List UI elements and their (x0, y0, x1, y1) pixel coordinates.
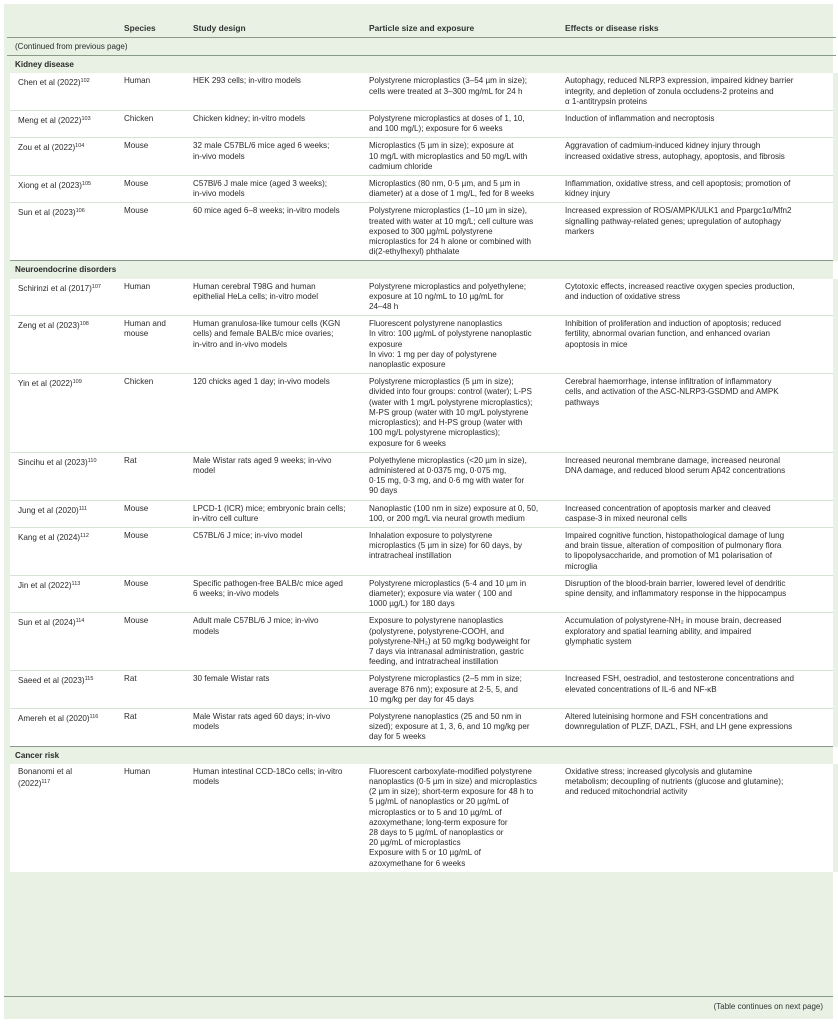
cell-exposure: Microplastics (80 nm, 0·5 µm, and 5 µm in diameter) at a dose of 1 mg/L, fed for 8 weeks (365, 176, 561, 203)
cell-effects: Increased neuronal membrane damage, increased neuronal DNA damage, and reduced blood serum Aβ42 concentrations (561, 452, 836, 500)
cell-study (7, 374, 120, 452)
cell-exposure: Polystyrene microplastics at doses of 1, 10, and 100 mg/L); exposure for 6 weeks (365, 111, 561, 138)
bottom-rule (4, 996, 833, 997)
study-name: Sun et al (2023) (18, 208, 76, 218)
study-name: Jung et al (2020) (18, 505, 79, 515)
study-name: Meng et al (2022) (18, 116, 82, 126)
reference-number: 103 (81, 116, 91, 123)
cell-study-design: 120 chicks aged 1 day; in-vivo models (189, 374, 365, 452)
study-name: Jin et al (2022) (18, 580, 72, 590)
cell-study-design: Chicken kidney; in-vitro models (189, 111, 365, 138)
header-species: Species (124, 22, 156, 33)
cell-species: Mouse (120, 203, 189, 261)
cell-study (7, 575, 120, 613)
cell-exposure: Polystyrene microplastics and polyethylene; exposure at 10 ng/mL to 10 µg/mL for 24–48 h (365, 279, 561, 316)
table-page (4, 4, 833, 1019)
section-title: Neuroendocrine disorders (7, 261, 836, 279)
continued-note: (Continued from previous page) (15, 42, 128, 51)
reference-number: 117 (41, 778, 51, 785)
cell-effects: Cytotoxic effects, increased reactive oxygen species production, and induction of oxidative stress (561, 279, 836, 316)
cell-study (7, 176, 120, 203)
cell-study (7, 279, 120, 316)
cell-study (7, 671, 120, 709)
cell-effects: Cerebral haemorrhage, intense infiltration of inflammatory cells, and activation of the ASC-NLRP3-GSDMD and AMPK pathways (561, 374, 836, 452)
cell-species: Human and mouse (120, 316, 189, 374)
reference-number: 114 (75, 618, 85, 625)
cell-species: Mouse (120, 500, 189, 527)
cell-effects: Increased FSH, oestradiol, and testosterone concentrations and elevated concentrations of IL-6 and NF-κB (561, 671, 836, 709)
cell-study (7, 500, 120, 527)
cell-exposure: Polystyrene nanoplastics (25 and 50 nm in sized); exposure at 1, 3, 6, and 10 mg/kg per day for 5 weeks (365, 708, 561, 746)
cell-study (7, 73, 120, 110)
cell-effects: Accumulation of polystyrene-NH₂ in mouse brain, decreased exploratory and spatial learning ability, and impaired glymphatic system (561, 613, 836, 671)
cell-exposure: Inhalation exposure to polystyrene microplastics (5 µm in size) for 60 days, by intratracheal instillation (365, 527, 561, 575)
section-title: Kidney disease (7, 56, 836, 74)
cell-exposure: Fluorescent carboxylate-modified polystyrene nanoplastics (0·5 µm in size) and microplastics (2 µm in size); short-term exposure for 48 h to 5 µg/mL of nanoplastics or 20 µg/mL of microplastics or to 5 and 10 µg/mL of azoxymethane; long-term exposure for 28 days to 5 µg/mL of nanoplastics or 20 µg/mL of microplastics Exposure with 5 or 10 µg/mL of azoxymethane for 6 weeks (365, 764, 561, 872)
cell-study-design: Human granulosa-like tumour cells (KGN cells) and female BALB/c mice ovaries; in-vitro and in-vivo models (189, 316, 365, 374)
section-row (7, 261, 836, 279)
cell-study-design: 32 male C57BL/6 mice aged 6 weeks; in-vivo models (189, 138, 365, 176)
table-row (7, 316, 836, 374)
cell-effects: Increased expression of ROS/AMPK/ULK1 and Ppargc1α/Mfn2 signalling pathway-related genes; upregulation of autophagy markers (561, 203, 836, 261)
header-effects: Effects or disease risks (565, 22, 659, 33)
cell-species: Chicken (120, 111, 189, 138)
cell-species: Rat (120, 708, 189, 746)
cell-exposure: Nanoplastic (100 nm in size) exposure at 0, 50, 100, or 200 mg/L via neural growth medium (365, 500, 561, 527)
cell-effects: Increased concentration of apoptosis marker and cleaved caspase-3 in mixed neuronal cells (561, 500, 836, 527)
cell-study-design: Adult male C57BL/6 J mice; in-vivo models (189, 613, 365, 671)
cell-species: Human (120, 73, 189, 110)
cell-effects: Altered luteinising hormone and FSH concentrations and downregulation of PLZF, DAZL, FSH, and LH gene expressions (561, 708, 836, 746)
table-row (7, 111, 836, 138)
cell-study-design: Human cerebral T98G and human epithelial HeLa cells; in-vitro model (189, 279, 365, 316)
table-row (7, 671, 836, 709)
cell-effects: Induction of inflammation and necroptosis (561, 111, 836, 138)
cell-species: Rat (120, 452, 189, 500)
cell-exposure: Polystyrene microplastics (3–54 µm in size); cells were treated at 3–300 mg/mL for 24 h (365, 73, 561, 110)
cell-study (7, 316, 120, 374)
section-row (7, 56, 836, 74)
cell-study (7, 111, 120, 138)
header-particle-size-exposure: Particle size and exposure (369, 22, 475, 33)
cell-study-design: C57Bl/6 J male mice (aged 3 weeks); in-vivo models (189, 176, 365, 203)
table-row (7, 374, 836, 452)
cell-study (7, 708, 120, 746)
section-row (7, 746, 836, 764)
cell-effects: Oxidative stress; increased glycolysis and glutamine metabolism; decoupling of nutrients (glucose and glutamine); and reduced mitochondrial activity (561, 764, 836, 872)
reference-number: 107 (91, 283, 101, 290)
table-row (7, 708, 836, 746)
study-name: Xiong et al (2023) (18, 181, 82, 191)
cell-species: Rat (120, 671, 189, 709)
cell-effects: Impaired cognitive function, histopathological damage of lung and brain tissue, alteration of composition of pulmonary flora to lipopolysaccharide, and promotion of M1 polarisation of microglia (561, 527, 836, 575)
table-row (7, 764, 836, 872)
reference-number: 112 (80, 532, 89, 539)
table-continues-note: (Table continues on next page) (713, 1002, 823, 1011)
study-name: Yin et al (2022) (18, 379, 73, 389)
cell-effects: Aggravation of cadmium-induced kidney injury through increased oxidative stress, autophagy, apoptosis, and fibrosis (561, 138, 836, 176)
cell-species: Human (120, 764, 189, 872)
cell-study-design: Male Wistar rats aged 60 days; in-vivo models (189, 708, 365, 746)
cell-species: Mouse (120, 613, 189, 671)
reference-number: 109 (72, 379, 82, 386)
cell-study (7, 527, 120, 575)
cell-study (7, 452, 120, 500)
cell-study-design: HEK 293 cells; in-vitro models (189, 73, 365, 110)
table-row (7, 138, 836, 176)
reference-number: 113 (71, 580, 81, 587)
cell-effects: Inhibition of proliferation and induction of apoptosis; reduced fertility, abnormal ovarian function, and enhanced ovarian apoptosis in mice (561, 316, 836, 374)
reference-number: 110 (87, 457, 97, 464)
cell-exposure: Polystyrene microplastics (1–10 µm in size), treated with water at 10 mg/L; cell culture was exposed to 300 µg/mL polystyrene microplastics for 24 h alone or combined with di(2-ethylhexyl) phthalate (365, 203, 561, 261)
cell-species: Chicken (120, 374, 189, 452)
cell-exposure: Microplastics (5 µm in size); exposure at 10 mg/L with microplastics and 50 mg/L with cadmium chloride (365, 138, 561, 176)
cell-exposure: Exposure to polystyrene nanoplastics (polystyrene, polystyrene-COOH, and polystyrene-NH₂) at 50 mg/kg bodyweight for 7 days via intranasal administration, gastric feeding, and intratracheal instillation (365, 613, 561, 671)
cell-study-design: LPCD-1 (ICR) mice; embryonic brain cells; in-vitro cell culture (189, 500, 365, 527)
header-study-design: Study design (193, 22, 246, 33)
reference-number: 116 (89, 713, 99, 720)
cell-exposure: Fluorescent polystyrene nanoplastics In vitro: 100 µg/mL of polystyrene nanoplastic exposure In vivo: 1 mg per day of polystyrene nanoplastic exposure (365, 316, 561, 374)
study-name: Saeed et al (2023) (18, 676, 85, 686)
cell-exposure: Polyethylene microplastics (<20 µm in size), administered at 0·0375 mg, 0·075 mg, 0·15 mg, 0·3 mg, and 0·6 mg with water for 90 days (365, 452, 561, 500)
cell-study-design: C57BL/6 J mice; in-vivo model (189, 527, 365, 575)
cell-species: Human (120, 279, 189, 316)
study-name: Kang et al (2024) (18, 532, 81, 542)
cell-species: Mouse (120, 138, 189, 176)
cell-study (7, 203, 120, 261)
header-study (7, 4, 120, 38)
reference-number: 104 (75, 143, 85, 150)
cell-effects: Autophagy, reduced NLRP3 expression, impaired kidney barrier integrity, and depletion of zonula occludens-2 proteins and α 1-antitrypsin proteins (561, 73, 836, 110)
study-name: Bonanomi et al (2022) (18, 766, 72, 788)
cell-species: Mouse (120, 176, 189, 203)
cell-effects: Inflammation, oxidative stress, and cell apoptosis; promotion of kidney injury (561, 176, 836, 203)
study-name: Sincihu et al (2023) (18, 457, 88, 467)
table-row (7, 527, 836, 575)
cell-study-design: 60 mice aged 6–8 weeks; in-vitro models (189, 203, 365, 261)
continued-note-row (7, 38, 836, 56)
cell-study-design: Specific pathogen-free BALB/c mice aged 6 weeks; in-vivo models (189, 575, 365, 613)
reference-number: 102 (80, 78, 90, 85)
study-name: Zou et al (2022) (18, 143, 76, 153)
study-name: Chen et al (2022) (18, 78, 81, 88)
cell-study-design: Male Wistar rats aged 9 weeks; in-vivo model (189, 452, 365, 500)
study-name: Schirinzi et al (2017) (18, 283, 92, 293)
table-row (7, 613, 836, 671)
table-row (7, 73, 836, 110)
reference-number: 115 (84, 676, 94, 683)
reference-number: 111 (78, 505, 88, 512)
study-name: Sun et al (2024) (18, 618, 76, 628)
study-name: Zeng et al (2023) (18, 321, 80, 331)
cell-species: Mouse (120, 575, 189, 613)
cell-study (7, 764, 120, 872)
table-row (7, 500, 836, 527)
table-row (7, 279, 836, 316)
reference-number: 105 (81, 181, 92, 188)
table-row (7, 203, 836, 261)
cell-exposure: Polystyrene microplastics (5·4 and 10 µm in diameter); exposure via water ( 100 and 1000 µg/L) for 180 days (365, 575, 561, 613)
table-row (7, 575, 836, 613)
section-title: Cancer risk (7, 746, 836, 764)
reference-number: 106 (75, 208, 85, 215)
cell-exposure: Polystyrene microplastics (5 µm in size); divided into four groups: control (water); L-PS (water with 1 mg/L polystyrene microplastics); M-PS group (water with 10 mg/L polystyrene microplastics); and H-PS group (water with 100 mg/L polystyrene microplastics); exposure for 6 weeks (365, 374, 561, 452)
table-row (7, 452, 836, 500)
cell-study (7, 613, 120, 671)
cell-study (7, 138, 120, 176)
reference-number: 108 (79, 321, 89, 328)
cell-study-design: 30 female Wistar rats (189, 671, 365, 709)
cell-effects: Disruption of the blood-brain barrier, lowered level of dendritic spine density, and inflammatory response in the hippocampus (561, 575, 836, 613)
cell-exposure: Polystyrene microplastics (2–5 mm in size; average 876 nm); exposure at 2·5, 5, and 10 mg/kg per day for 45 days (365, 671, 561, 709)
cell-study-design: Human intestinal CCD-18Co cells; in-vitro models (189, 764, 365, 872)
table-row (7, 176, 836, 203)
studies-table (4, 4, 838, 872)
study-name: Amereh et al (2020) (18, 713, 90, 723)
table-header-row (7, 4, 836, 38)
cell-species: Mouse (120, 527, 189, 575)
